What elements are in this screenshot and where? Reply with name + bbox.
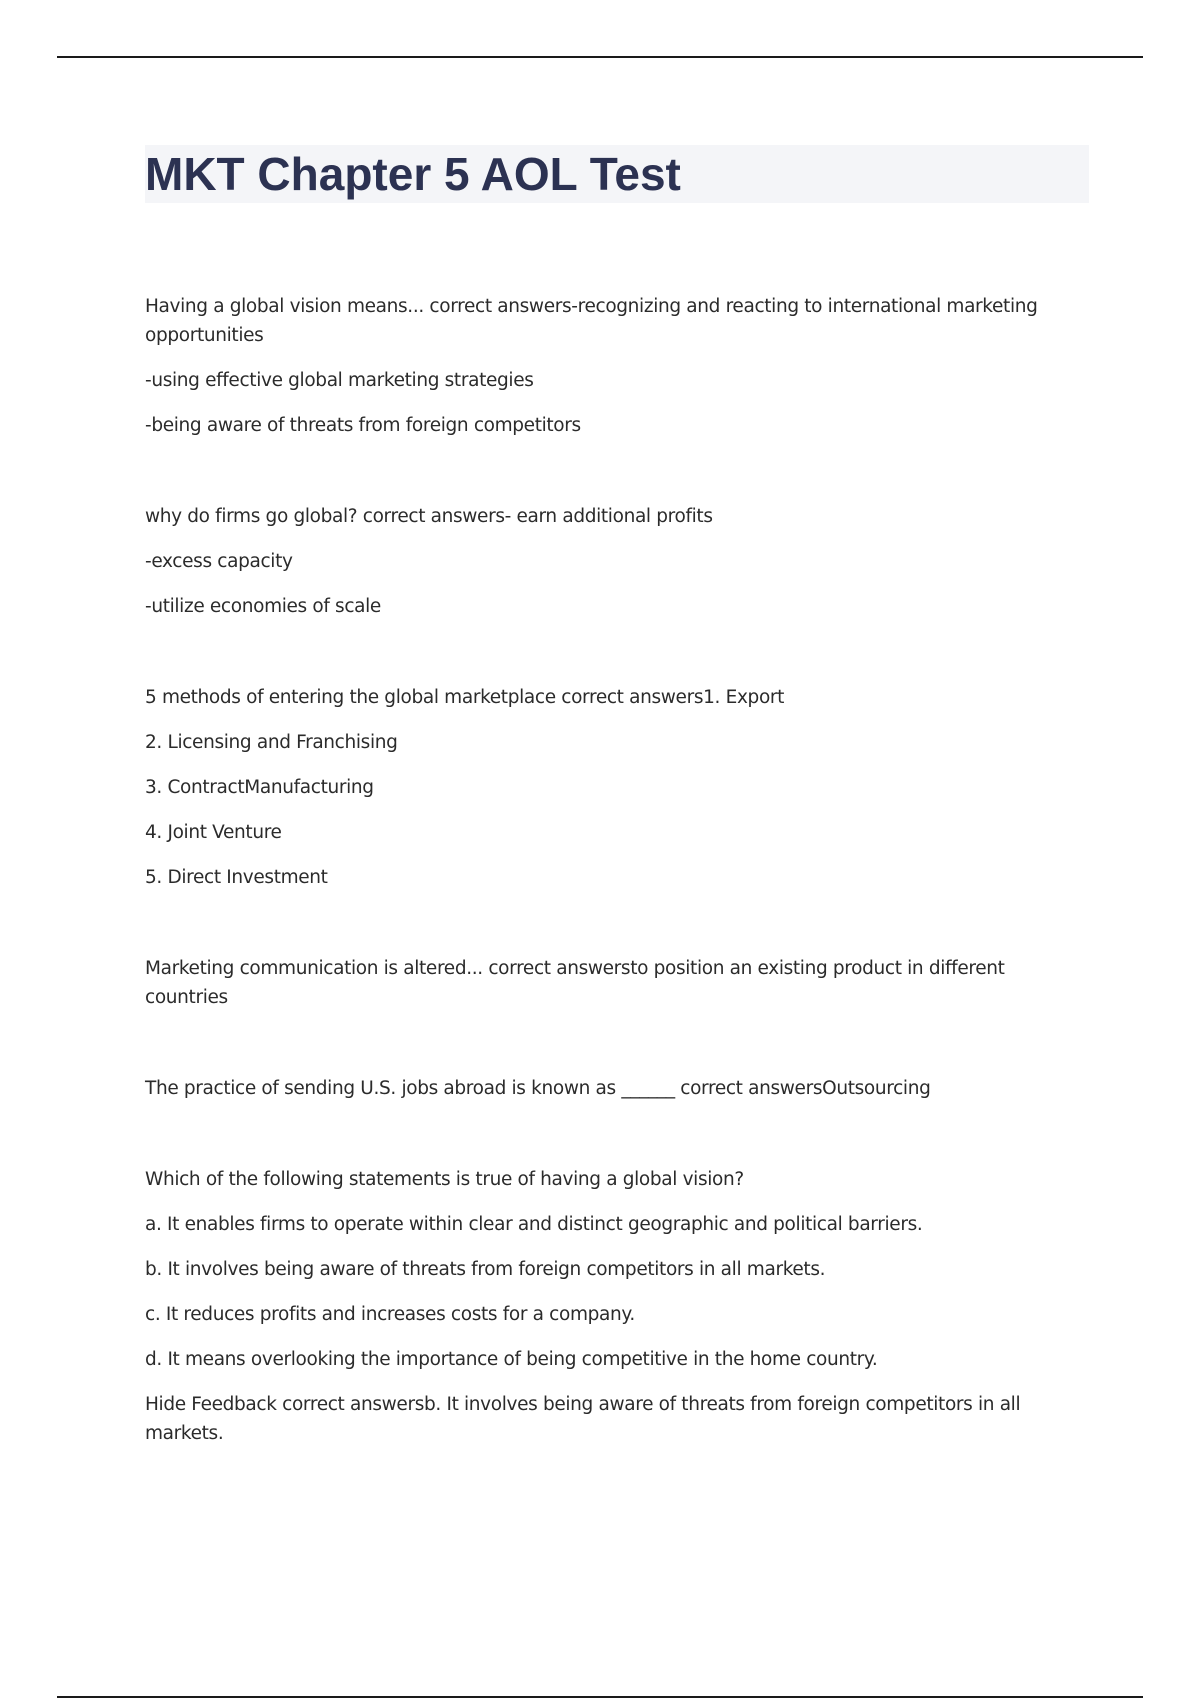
question-line: Marketing communication is altered... correct answersto position an existing product in different countries: [145, 958, 1005, 1008]
option-line: c. It reduces profits and increases costs for a company.: [145, 1304, 635, 1325]
answer-line: -using effective global marketing strategies: [145, 370, 534, 391]
question-line: Having a global vision means... correct answers-recognizing and reacting to international marketing opportunities: [145, 296, 1038, 346]
header-rule: [57, 56, 1143, 58]
answer-line: 3. ContractManufacturing: [145, 777, 374, 798]
option-line: a. It enables firms to operate within clear and distinct geographic and political barriers.: [145, 1214, 923, 1235]
question-line: 5 methods of entering the global marketplace correct answers1. Export: [145, 687, 785, 708]
qa-item: [145, 954, 1065, 1012]
qa-item: [145, 683, 1065, 892]
qa-item: [145, 292, 1065, 440]
answer-line: -utilize economies of scale: [145, 596, 381, 617]
question-line: The practice of sending U.S. jobs abroad is known as ______ correct answersOutsourcing: [145, 1078, 931, 1099]
answer-line: 5. Direct Investment: [145, 867, 328, 888]
document-body: [145, 292, 1065, 1448]
qa-item: [145, 502, 1065, 621]
answer-line: -being aware of threats from foreign competitors: [145, 415, 581, 436]
answer-line: -excess capacity: [145, 551, 293, 572]
question-line: why do firms go global? correct answers- earn additional profits: [145, 506, 713, 527]
question-line: Which of the following statements is true of having a global vision?: [145, 1169, 744, 1190]
answer-line: 2. Licensing and Franchising: [145, 732, 398, 753]
qa-item: [145, 1165, 1065, 1448]
option-line: b. It involves being aware of threats from foreign competitors in all markets.: [145, 1259, 826, 1280]
feedback-line: Hide Feedback correct answersb. It involves being aware of threats from foreign competitors in all markets.: [145, 1394, 1021, 1444]
document-title: MKT Chapter 5 AOL Test: [145, 148, 681, 200]
answer-line: 4. Joint Venture: [145, 822, 282, 843]
option-line: d. It means overlooking the importance of being competitive in the home country.: [145, 1349, 878, 1370]
qa-item: [145, 1074, 1065, 1103]
footer-rule: [57, 1696, 1143, 1698]
